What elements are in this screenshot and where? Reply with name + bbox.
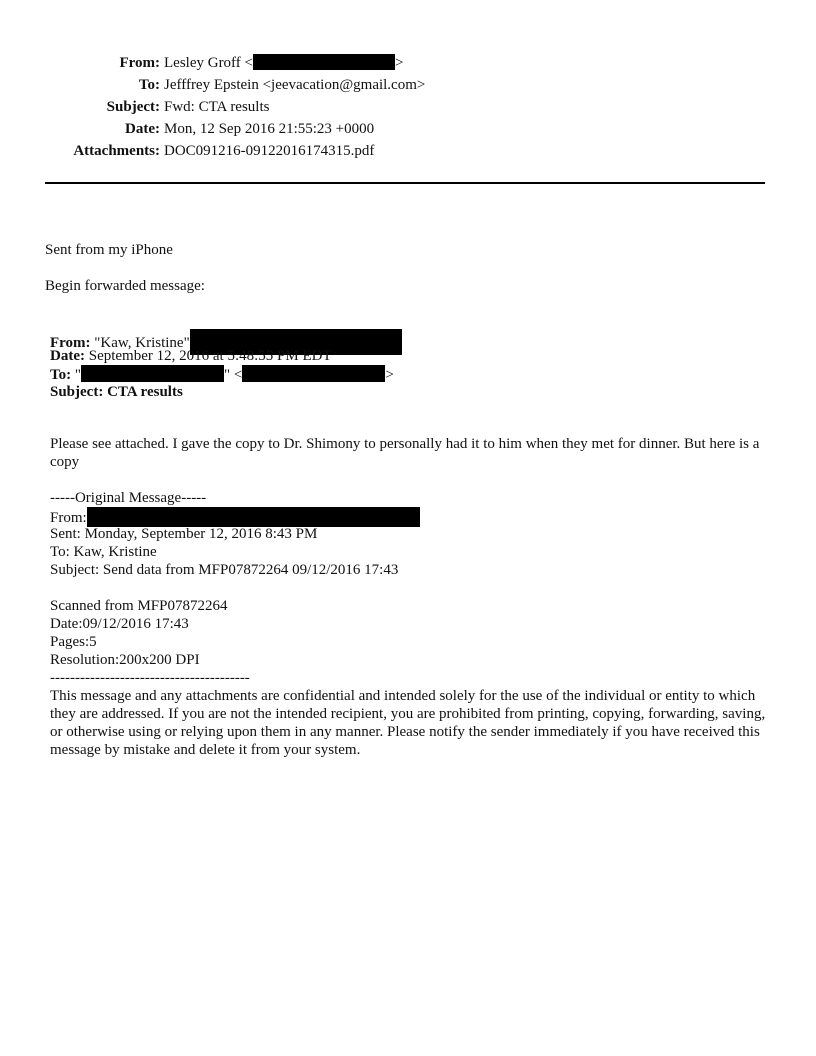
- attachments-label: Attachments:: [73, 143, 160, 159]
- fwd-subject-line: Subject: CTA results: [50, 384, 183, 400]
- fwd-date-line: [50, 347, 332, 365]
- orig-sent-line: Sent: Monday, September 12, 2016 8:43 PM: [50, 526, 318, 542]
- scan-resolution-line: Resolution:200x200 DPI: [50, 652, 200, 668]
- attachments-value: DOC091216-09122016174315.pdf: [164, 143, 375, 159]
- to-label: To:: [138, 77, 160, 93]
- redaction-block: [87, 507, 420, 527]
- from-value: [164, 54, 403, 72]
- fwd-message-text: Please see attached. I gave the copy to Dr. Shimony to personally had it to him when they met for dinner. But here is a copy: [50, 436, 760, 470]
- orig-subject-line: Subject: Send data from MFP07872264 09/12/2016 17:43: [50, 562, 399, 578]
- orig-to-line: To: Kaw, Kristine: [50, 544, 157, 560]
- fwd-from-label: From:: [50, 335, 91, 351]
- subject-value: Fwd: CTA results: [164, 99, 270, 115]
- from-value-suffix: >: [395, 55, 404, 71]
- scan-pages-line: Pages:5: [50, 634, 97, 650]
- subject-label: Subject:: [106, 99, 160, 115]
- fwd-date-label: Date:: [50, 348, 85, 364]
- date-label: Date:: [125, 121, 160, 137]
- confidentiality-disclaimer: This message and any attachments are confidential and intended solely for the use of the individual or entity to which they are addressed. If you are not the intended recipient, you are prohibited from printing, copying, forwarding, saving, or otherwise using or relying upon them in any manner. Please notify the sender immediately if you have received this message by mistake and delete it from your system.: [50, 688, 766, 758]
- redaction-block: [253, 54, 395, 70]
- from-value-prefix: Lesley Groff <: [164, 55, 253, 71]
- fwd-to-quote-close: " <: [224, 367, 243, 383]
- to-value: Jefffrey Epstein <jeevacation@gmail.com>: [164, 77, 426, 93]
- scanned-from-line: Scanned from MFP07872264: [50, 598, 228, 614]
- orig-from-line: [50, 507, 420, 527]
- orig-from-label: From:: [50, 510, 87, 526]
- fwd-to-bracket-close: >: [385, 367, 394, 383]
- header-divider: [45, 182, 765, 184]
- fwd-to-quote-open: ": [74, 367, 81, 383]
- dash-separator: ----------------------------------------: [50, 670, 250, 686]
- redaction-block: [81, 365, 224, 382]
- fwd-to-line: [50, 365, 394, 384]
- from-label: From:: [119, 55, 160, 71]
- redaction-block: [242, 365, 385, 382]
- fwd-to-label: To:: [50, 367, 72, 383]
- sent-from-line: Sent from my iPhone: [45, 242, 173, 258]
- begin-forwarded-line: Begin forwarded message:: [45, 278, 205, 294]
- date-value: Mon, 12 Sep 2016 21:55:23 +0000: [164, 121, 375, 137]
- fwd-from-value: "Kaw, Kristine": [94, 335, 190, 351]
- scan-date-line: Date:09/12/2016 17:43: [50, 616, 189, 632]
- fwd-date-value: September 12, 2016 at 5:48:55 PM EDT: [88, 348, 332, 364]
- original-message-divider: -----Original Message-----: [50, 490, 207, 506]
